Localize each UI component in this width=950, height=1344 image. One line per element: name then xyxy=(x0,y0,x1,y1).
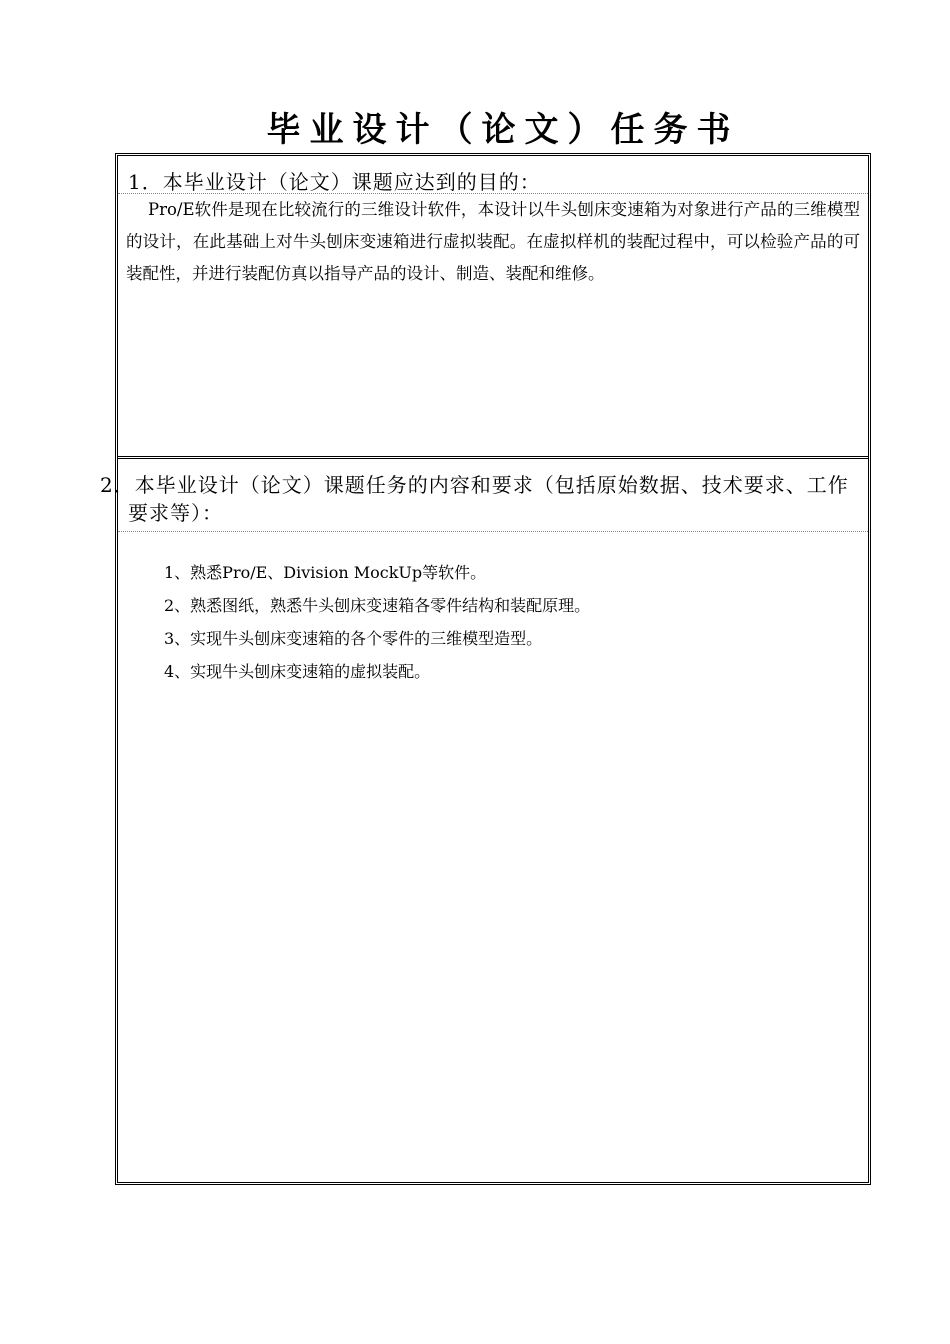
document-title: 毕业设计（论文）任务书 xyxy=(266,110,740,150)
requirements-section xyxy=(100,459,868,1182)
purpose-heading: 1．本毕业设计（论文）课题应达到的目的： xyxy=(118,156,868,194)
task-form-table xyxy=(100,153,871,1185)
list-item: 1、熟悉Pro/E、Division MockUp等软件。 xyxy=(164,563,487,582)
list-item: 3、实现牛头刨床变速箱的各个零件的三维模型造型。 xyxy=(164,629,543,648)
list-item: 4、实现牛头刨床变速箱的虚拟装配。 xyxy=(164,662,431,681)
task-list xyxy=(118,532,868,688)
requirements-heading: 2．本毕业设计（论文）课题任务的内容和要求（包括原始数据、技术要求、工作要求等）： xyxy=(118,459,868,532)
purpose-section xyxy=(118,156,868,459)
purpose-text: Pro/E软件是现在比较流行的三维设计软件，本设计以牛头刨床变速箱为对象进行产品的三维模型的设计，在此基础上对牛头刨床变速箱进行虚拟装配。在虚拟样机的装配过程中，可以检验产品的可装配性，并进行装配仿真以指导产品的设计、制造、装配和维修。 xyxy=(126,200,860,283)
list-item: 2、熟悉图纸，熟悉牛头刨床变速箱各零件结构和装配原理。 xyxy=(164,596,591,615)
